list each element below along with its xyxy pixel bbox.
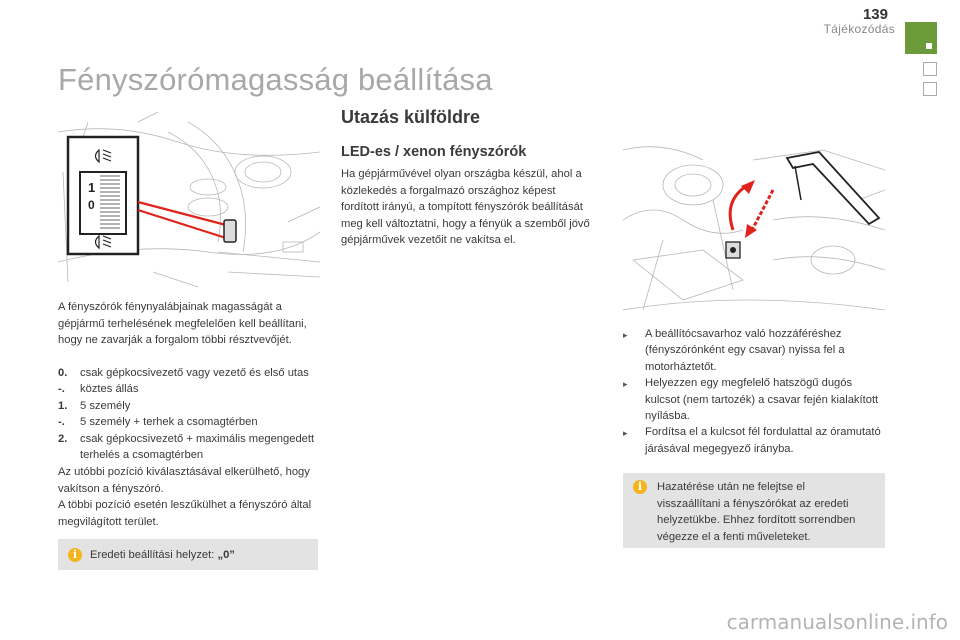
page-title: Fényszórómagasság beállítása: [58, 62, 493, 97]
list-item: [623, 375, 883, 424]
list-item: [58, 381, 320, 397]
list-item-text: Helyezzen egy megfelelő hatszögű dugós kulcsot (nem tartozék) a csavar fején kialakított nyílásba.: [645, 377, 879, 423]
section-subheading: LED-es / xenon fényszórók: [341, 144, 527, 160]
list-item-text: csak gépkocsivezető + maximális megengedett terhelés a csomagtérben: [80, 432, 315, 462]
info-label: Eredeti beállítási helyzet:: [90, 549, 218, 561]
info-icon: i: [633, 480, 647, 494]
chapter-tab-box[interactable]: [923, 62, 937, 76]
list-item-key: -.: [58, 383, 65, 396]
engine-svg: [623, 140, 885, 318]
watermark: carmanualsonline.info: [726, 610, 948, 634]
list-item: [623, 424, 883, 457]
list-item-text: köztes állás: [80, 383, 139, 396]
info-text: [90, 547, 235, 564]
list-item-text: 5 személy + terhek a csomagtérben: [80, 416, 258, 429]
list-item: [58, 398, 320, 414]
bullet-icon: ▸: [623, 330, 628, 340]
list-item: [58, 365, 320, 381]
list-item: [58, 431, 320, 464]
list-item-text: csak gépkocsivezető vagy vezető és első utas: [80, 367, 309, 379]
dashboard-svg: [58, 112, 320, 290]
steps-list: [623, 326, 883, 457]
chapter-tab-active[interactable]: [905, 22, 937, 54]
section-heading: Utazás külföldre: [341, 107, 481, 127]
list-item-key: -.: [58, 416, 65, 429]
dial-digit-1: 1: [88, 180, 96, 195]
info-value: „0”: [217, 549, 235, 561]
dial-digit-0: 0: [88, 198, 95, 212]
bullet-icon: ▸: [623, 428, 628, 439]
list-item: [623, 326, 883, 375]
engine-bay-illustration: [623, 140, 885, 318]
outro-paragraph-2: A többi pozíció esetén leszűkülhet a fényszóró által megvilágított terület.: [58, 499, 312, 528]
list-item-key: 2.: [58, 432, 68, 445]
section-label: Tájékozódás: [823, 22, 895, 36]
list-item-key: 0.: [58, 367, 68, 379]
info-text: Hazatérése után ne felejtse el visszaállítani a fényszórókat az eredeti helyzetükbe. Ehhez fordított sorrendben végezze el a fenti műveleteket.: [657, 481, 856, 543]
list-item-text: Fordítsa el a kulcsot fél fordulattal az óramutató járásával megegyező irányba.: [645, 426, 881, 455]
page-number: 139: [862, 6, 888, 23]
dashboard-dial-illustration: [58, 112, 320, 290]
section-paragraph: Ha gépjárművével olyan országba készül, ahol a közlekedés a forgalmazó országhoz képest fordított irányú, a tompított fényszórók beállítását meg kell változtatni, hogy a fényük a szemből jövő gépjárművek vezetőit ne vakítsa el.: [341, 168, 590, 247]
list-item-text: A beállítócsavarhoz való hozzáféréshez (fényszórónként egy csavar) nyissa fel a motorháztetőt.: [645, 328, 845, 373]
intro-paragraph: A fényszórók fénynyalábjainak magasságát a gépjármű terhelésének megfelelően kell beállítani, hogy ne zavarják a forgalom többi résztvevőjét.: [58, 301, 307, 347]
outro-paragraph-1: Az utóbbi pozíció kiválasztásával elkerülhető, hogy vakítson a fényszóró.: [58, 466, 310, 495]
list-item-key: 1.: [58, 399, 68, 412]
chapter-tab-box[interactable]: [923, 82, 937, 96]
info-box-return: [623, 473, 885, 548]
bullet-icon: ▸: [623, 379, 628, 390]
list-item-text: 5 személy: [80, 399, 131, 412]
position-list: [58, 365, 320, 463]
list-item: [58, 414, 320, 430]
info-icon: i: [68, 548, 82, 562]
info-box-default: [58, 539, 318, 570]
